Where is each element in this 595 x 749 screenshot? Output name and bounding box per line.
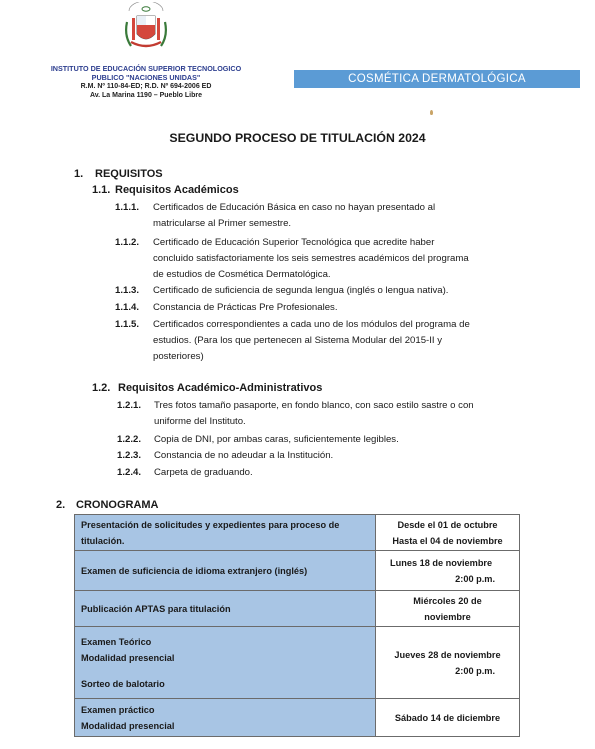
activity-line: Publicación APTAS para titulación [81, 603, 231, 614]
activity-line: Sorteo de balotario [81, 678, 165, 689]
item-line: estudios. (Para los que pertenecen al Sistema Modular del 2015-II y [153, 335, 443, 346]
section-2-title: CRONOGRAMA [76, 499, 159, 511]
item-number: 1.1.3. [115, 285, 140, 296]
section-2-number: 2. [56, 499, 66, 511]
subsection-1-2-number: 1.2. [92, 382, 111, 394]
date-cell [376, 627, 520, 699]
item-number: 1.2.2. [117, 434, 142, 445]
activity-cell [75, 515, 376, 551]
item-line: de estudios de Cosmética Dermatológica. [153, 269, 331, 280]
date-line: Jueves 28 de noviembre [394, 649, 501, 660]
item-line: Tres fotos tamaño pasaporte, en fondo blanco, con saco estilo sastre o con [154, 400, 474, 411]
date-line: 2:00 p.m. [455, 573, 495, 584]
item-line: Constancia de no adeudar a la Institución. [154, 450, 334, 461]
date-cell [376, 551, 520, 591]
item-line: Carpeta de graduando. [154, 467, 253, 478]
activity-cell [75, 591, 376, 627]
peru-coat-of-arms-logo [123, 2, 169, 52]
date-cell [376, 591, 520, 627]
activity-line: Modalidad presencial [81, 652, 175, 663]
activity-line: Examen de suficiencia de idioma extranjero (inglés) [81, 565, 308, 576]
date-line: Miércoles 20 de [413, 595, 482, 606]
activity-line: titulación. [81, 535, 125, 546]
item-line: posteriores) [153, 351, 204, 362]
item-line: Constancia de Prácticas Pre Profesionales. [153, 302, 338, 313]
activity-cell [75, 627, 376, 699]
date-cell [376, 515, 520, 551]
resolution-numbers: R.M. Nº 110-84-ED; R.D. Nº 694-2006 ED [80, 83, 212, 90]
activity-cell [75, 699, 376, 737]
institution-address: Av. La Marina 1190 – Pueblo Libre [89, 92, 203, 99]
activity-line: Modalidad presencial [81, 720, 175, 731]
item-number: 1.1.4. [115, 302, 140, 313]
item-number: 1.1.2. [115, 237, 140, 248]
section-1-number: 1. [74, 168, 84, 180]
activity-line: Presentación de solicitudes y expedientes para proceso de [81, 519, 340, 530]
date-cell [376, 699, 520, 737]
item-line: Certificado de suficiencia de segunda lengua (inglés o lengua nativa). [153, 285, 449, 296]
section-1-title: REQUISITOS [95, 168, 163, 180]
table-row [75, 515, 520, 551]
item-line: Certificados correspondientes a cada uno de los módulos del programa de [153, 319, 470, 330]
document-title: SEGUNDO PROCESO DE TITULACIÓN 2024 [169, 131, 426, 145]
activity-cell [75, 551, 376, 591]
item-line: uniforme del Instituto. [154, 416, 246, 427]
table-row [75, 551, 520, 591]
subsection-1-1-number: 1.1. [92, 184, 111, 196]
institution-name-line2: PUBLICO "NACIONES UNIDAS" [91, 73, 201, 82]
date-line: Lunes 18 de noviembre [390, 557, 493, 568]
item-number: 1.1.1. [115, 202, 140, 213]
activity-line: Examen práctico [81, 704, 155, 715]
item-line: matricularse al Primer semestre. [153, 218, 292, 229]
item-line: Certificados de Educación Básica en caso no hayan presentado al [153, 202, 436, 213]
item-line: Certificado de Educación Superior Tecnológica que acredite haber [153, 237, 435, 248]
item-line: Copia de DNI, por ambas caras, suficientemente legibles. [154, 434, 399, 445]
program-banner: COSMÉTICA DERMATOLÓGICA [294, 70, 580, 88]
ink-dot [430, 110, 433, 115]
table-row [75, 627, 520, 699]
item-number: 1.1.5. [115, 319, 140, 330]
date-line: noviembre [424, 611, 471, 622]
subsection-1-1-title: Requisitos Académicos [115, 184, 239, 196]
table-row [75, 591, 520, 627]
table-row [75, 699, 520, 737]
item-number: 1.2.4. [117, 467, 142, 478]
item-number: 1.2.3. [117, 450, 142, 461]
item-line: concluido satisfactoriamente los seis semestres académicos del programa [153, 253, 469, 264]
item-number: 1.2.1. [117, 400, 142, 411]
schedule-table [74, 514, 520, 737]
date-line: 2:00 p.m. [455, 665, 495, 676]
date-line: Desde el 01 de octubre [397, 519, 498, 530]
subsection-1-2-title: Requisitos Académico-Administrativos [118, 382, 323, 394]
activity-line: Examen Teórico [81, 636, 152, 647]
institution-name: INSTITUTO DE EDUCACIÓN SUPERIOR TECNOLOGICO [50, 64, 242, 73]
date-line: Sábado 14 de diciembre [394, 712, 501, 723]
date-line: Hasta el 04 de noviembre [392, 535, 503, 546]
